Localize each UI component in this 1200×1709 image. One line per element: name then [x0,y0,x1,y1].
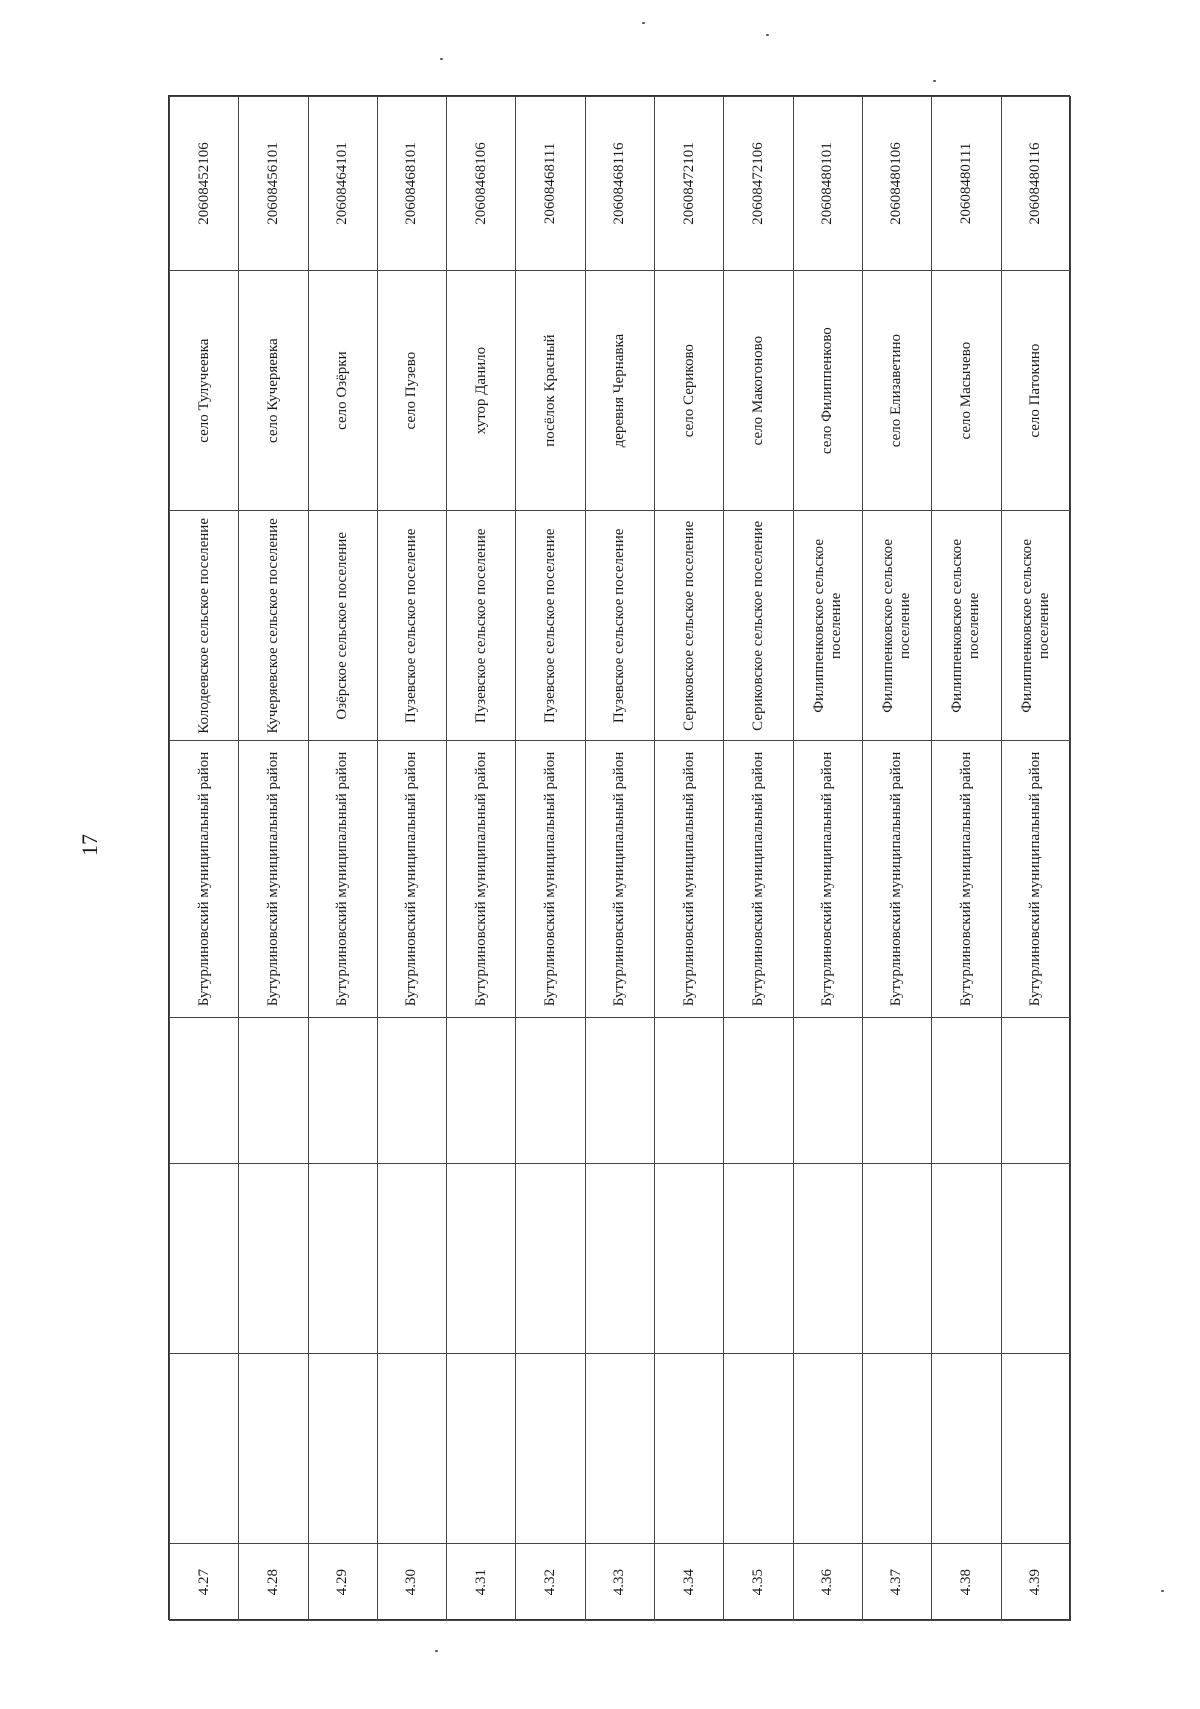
empty-cell [655,1354,724,1544]
oktmo-code-cell: 20608480106 [862,97,931,271]
district-cell: Бутурлиновский муниципальный район [447,741,516,1017]
empty-cell [1001,1354,1070,1544]
district-cell: Бутурлиновский муниципальный район [724,741,793,1017]
district-cell: Бутурлиновский муниципальный район [170,741,239,1017]
empty-cell [308,1354,377,1544]
place-cell: деревня Чернавка [585,270,654,510]
oktmo-code-cell: 20608468111 [516,97,585,271]
settlement-cell: Колодеевское сельское поселение [170,511,239,741]
empty-cell [724,1163,793,1353]
place-cell: село Макогоново [724,270,793,510]
table-row [793,97,862,1621]
table-row [170,97,239,1621]
oktmo-code-cell: 20608452106 [170,97,239,271]
district-cell: Бутурлиновский муниципальный район [308,741,377,1017]
table-row [239,97,308,1621]
empty-cell [724,1017,793,1163]
table-body [170,97,1071,1621]
empty-cell [793,1163,862,1353]
place-cell: посёлок Красный [516,270,585,510]
empty-cell [377,1354,446,1544]
table-row [308,97,377,1621]
row-number-cell: 4.28 [239,1544,308,1621]
empty-cell [793,1354,862,1544]
settlement-cell: Филиппенковское сельское поселение [932,511,1001,741]
place-cell: село Масычево [932,270,1001,510]
empty-cell [239,1017,308,1163]
row-number-cell: 4.36 [793,1544,862,1621]
district-cell: Бутурлиновский муниципальный район [585,741,654,1017]
district-cell: Бутурлиновский муниципальный район [239,741,308,1017]
table-row [447,97,516,1621]
empty-cell [447,1354,516,1544]
settlement-cell: Филиппенковское сельское поселение [793,511,862,741]
empty-cell [308,1017,377,1163]
settlement-cell: Филиппенковское сельское поселение [1001,511,1070,741]
table-row [724,97,793,1621]
row-number-cell: 4.35 [724,1544,793,1621]
place-cell: село Сериково [655,270,724,510]
table-row [932,97,1001,1621]
district-cell: Бутурлиновский муниципальный район [1001,741,1070,1017]
settlement-cell: Филиппенковское сельское поселение [862,511,931,741]
table-row [585,97,654,1621]
settlement-cell: Сериковское сельское поселение [655,511,724,741]
table-row [1001,97,1070,1621]
settlement-cell: Пузевское сельское поселение [377,511,446,741]
table-row [655,97,724,1621]
empty-cell [793,1017,862,1163]
row-number-cell: 4.29 [308,1544,377,1621]
row-number-cell: 4.37 [862,1544,931,1621]
oktmo-code-cell: 20608456101 [239,97,308,271]
oktmo-code-cell: 20608480116 [1001,97,1070,271]
oktmo-code-cell: 20608464101 [308,97,377,271]
empty-cell [377,1163,446,1353]
oktmo-code-cell: 20608472106 [724,97,793,271]
empty-cell [170,1354,239,1544]
empty-cell [932,1354,1001,1544]
empty-cell [308,1163,377,1353]
empty-cell [862,1017,931,1163]
oktmo-code-cell: 20608468101 [377,97,446,271]
settlement-cell: Пузевское сельское поселение [447,511,516,741]
empty-cell [655,1163,724,1353]
empty-cell [932,1163,1001,1353]
district-cell: Бутурлиновский муниципальный район [862,741,931,1017]
district-cell: Бутурлиновский муниципальный район [932,741,1001,1017]
empty-cell [377,1017,446,1163]
oktmo-code-cell: 20608468106 [447,97,516,271]
table-frame [168,95,1070,1620]
row-number-cell: 4.27 [170,1544,239,1621]
empty-cell [585,1163,654,1353]
row-number-cell: 4.39 [1001,1544,1070,1621]
place-cell: хутор Данило [447,270,516,510]
place-cell: село Филиппенково [793,270,862,510]
place-cell: село Пузево [377,270,446,510]
row-number-cell: 4.31 [447,1544,516,1621]
empty-cell [516,1354,585,1544]
empty-cell [1001,1163,1070,1353]
district-cell: Бутурлиновский муниципальный район [516,741,585,1017]
district-cell: Бутурлиновский муниципальный район [377,741,446,1017]
settlements-table [169,96,1071,1621]
oktmo-code-cell: 20608472101 [655,97,724,271]
row-number-cell: 4.30 [377,1544,446,1621]
empty-cell [724,1354,793,1544]
district-cell: Бутурлиновский муниципальный район [793,741,862,1017]
district-cell: Бутурлиновский муниципальный район [655,741,724,1017]
oktmo-code-cell: 20608468116 [585,97,654,271]
row-number-cell: 4.33 [585,1544,654,1621]
row-number-cell: 4.32 [516,1544,585,1621]
oktmo-code-cell: 20608480111 [932,97,1001,271]
page-number: 17 [77,834,102,856]
oktmo-code-cell: 20608480101 [793,97,862,271]
settlement-cell: Озёрское сельское поселение [308,511,377,741]
empty-cell [239,1354,308,1544]
row-number-cell: 4.34 [655,1544,724,1621]
empty-cell [516,1163,585,1353]
empty-cell [932,1017,1001,1163]
empty-cell [1001,1017,1070,1163]
empty-cell [239,1163,308,1353]
row-number-cell: 4.38 [932,1544,1001,1621]
settlement-cell: Пузевское сельское поселение [585,511,654,741]
empty-cell [585,1017,654,1163]
place-cell: село Елизаветино [862,270,931,510]
empty-cell [516,1017,585,1163]
empty-cell [862,1163,931,1353]
empty-cell [585,1354,654,1544]
table-row [516,97,585,1621]
settlement-cell: Пузевское сельское поселение [516,511,585,741]
place-cell: село Патокино [1001,270,1070,510]
empty-cell [447,1163,516,1353]
place-cell: село Тулучеевка [170,270,239,510]
empty-cell [655,1017,724,1163]
empty-cell [862,1354,931,1544]
empty-cell [447,1017,516,1163]
empty-cell [170,1163,239,1353]
table-row [862,97,931,1621]
empty-cell [170,1017,239,1163]
settlement-cell: Сериковское сельское поселение [724,511,793,741]
place-cell: село Кучеряевка [239,270,308,510]
table-row [377,97,446,1621]
place-cell: село Озёрки [308,270,377,510]
settlement-cell: Кучеряевское сельское поселение [239,511,308,741]
